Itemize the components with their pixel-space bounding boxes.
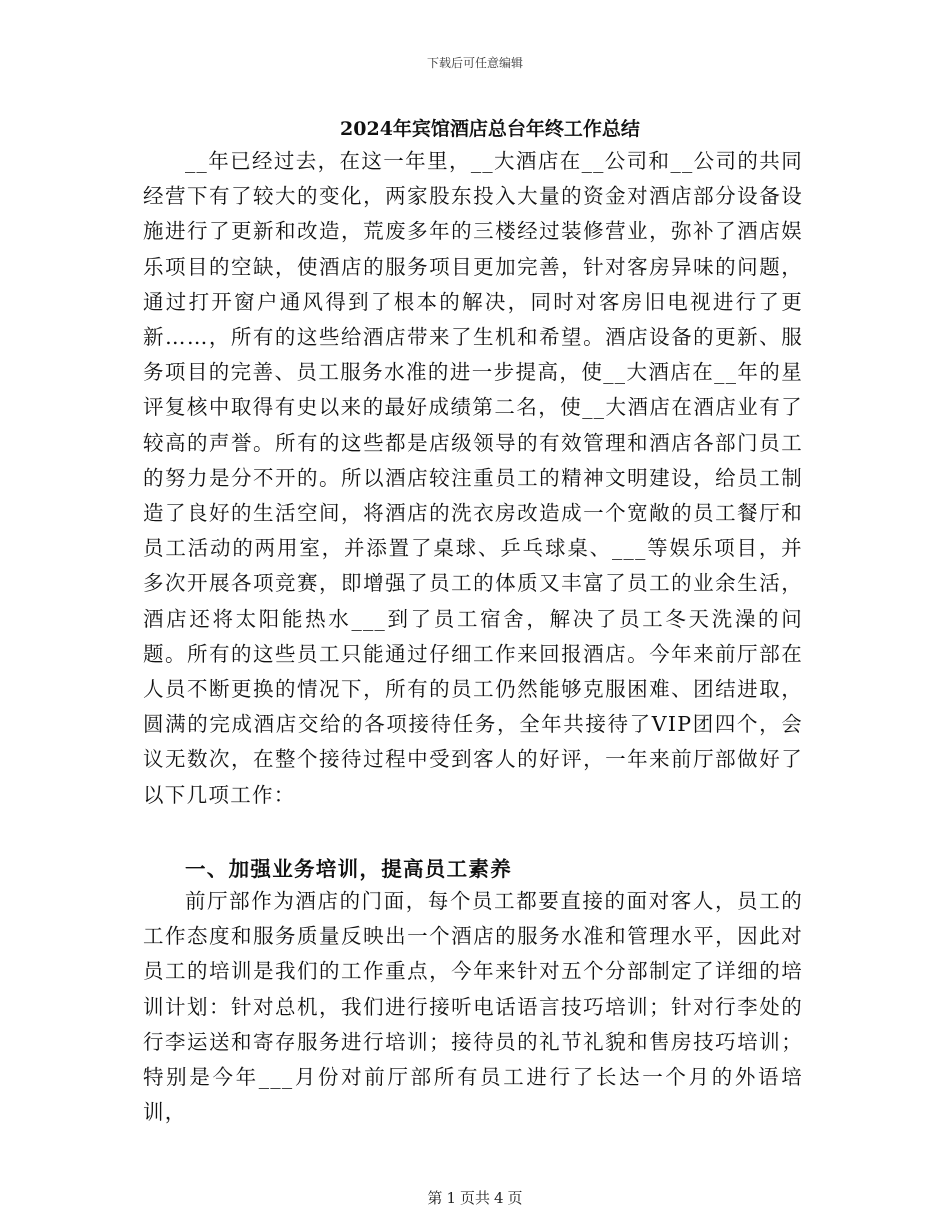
page-current: 1	[446, 1189, 456, 1207]
page-label-prefix: 第	[427, 1189, 443, 1207]
section-heading: 一、加强业务培训，提高员工素养	[185, 857, 512, 881]
page-total: 4	[494, 1189, 504, 1207]
page-label-suffix: 页	[507, 1189, 523, 1207]
body-paragraph-2: 前厅部作为酒店的门面，每个员工都要直接的面对客人，员工的工作态度和服务质量反映出一个酒店的服务水准和管理水平，因此对员工的培训是我们的工作重点，今年来针对五个分部制定了详细的培训计划：针对总机，我们进行接听电话语言技巧培训；针对行李处的行李运送和寄存服务进行培训；接待员的礼节礼貌和售房技巧培训；特别是今年___月份对前厅部所有员工进行了长达一个月的外语培训，	[143, 889, 803, 1125]
document-title: 2024年宾馆酒店总台年终工作总结	[340, 118, 640, 140]
page-label-mid: 页共	[459, 1189, 490, 1207]
header-note: 下载后可任意编辑	[426, 56, 523, 70]
body-paragraph-1: __年已经过去，在这一年里，__大酒店在__公司和__公司的共同经营下有了较大的变化，两家股东投入大量的资金对酒店部分设备设施进行了更新和改造，荒废多年的三楼经过装修营业，弥补了酒店娱乐项目的空缺，使酒店的服务项目更加完善，针对客房异味的问题，通过打开窗户通风得到了根本的解决，同时对客房旧电视进行了更新……，所有的这些给酒店带来了生机和希望。酒店设备的更新、服务项目的完善、员工服务水准的进一步提高，使__大酒店在__年的星评复核中取得有史以来的最好成绩第二名，使__大酒店在酒店业有了较高的声誉。所有的这些都是店级领导的有效管理和酒店各部门员工的努力是分不开的。所以酒店较注重员工的精神文明建设，给员工制造了良好的生活空间，将酒店的洗衣房改造成一个宽敞的员工餐厅和员工活动的两用室，并添置了桌球、乒乓球桌、___等娱乐项目，并多次开展各项竞赛，即增强了员工的体质又丰富了员工的业余生活，酒店还将太阳能热水___到了员工宿舍，解决了员工冬天洗澡的问题。所有的这些员工只能通过仔细工作来回报酒店。今年来前厅部在人员不断更换的情况下，所有的员工仍然能够克服困难、团结进取，圆满的完成酒店交给的各项接待任务，全年共接待了VIP团四个，会议无数次，在整个接待过程中受到客人的好评，一年来前厅部做好了以下几项工作：	[143, 149, 803, 807]
page-number-footer	[0, 1187, 950, 1208]
